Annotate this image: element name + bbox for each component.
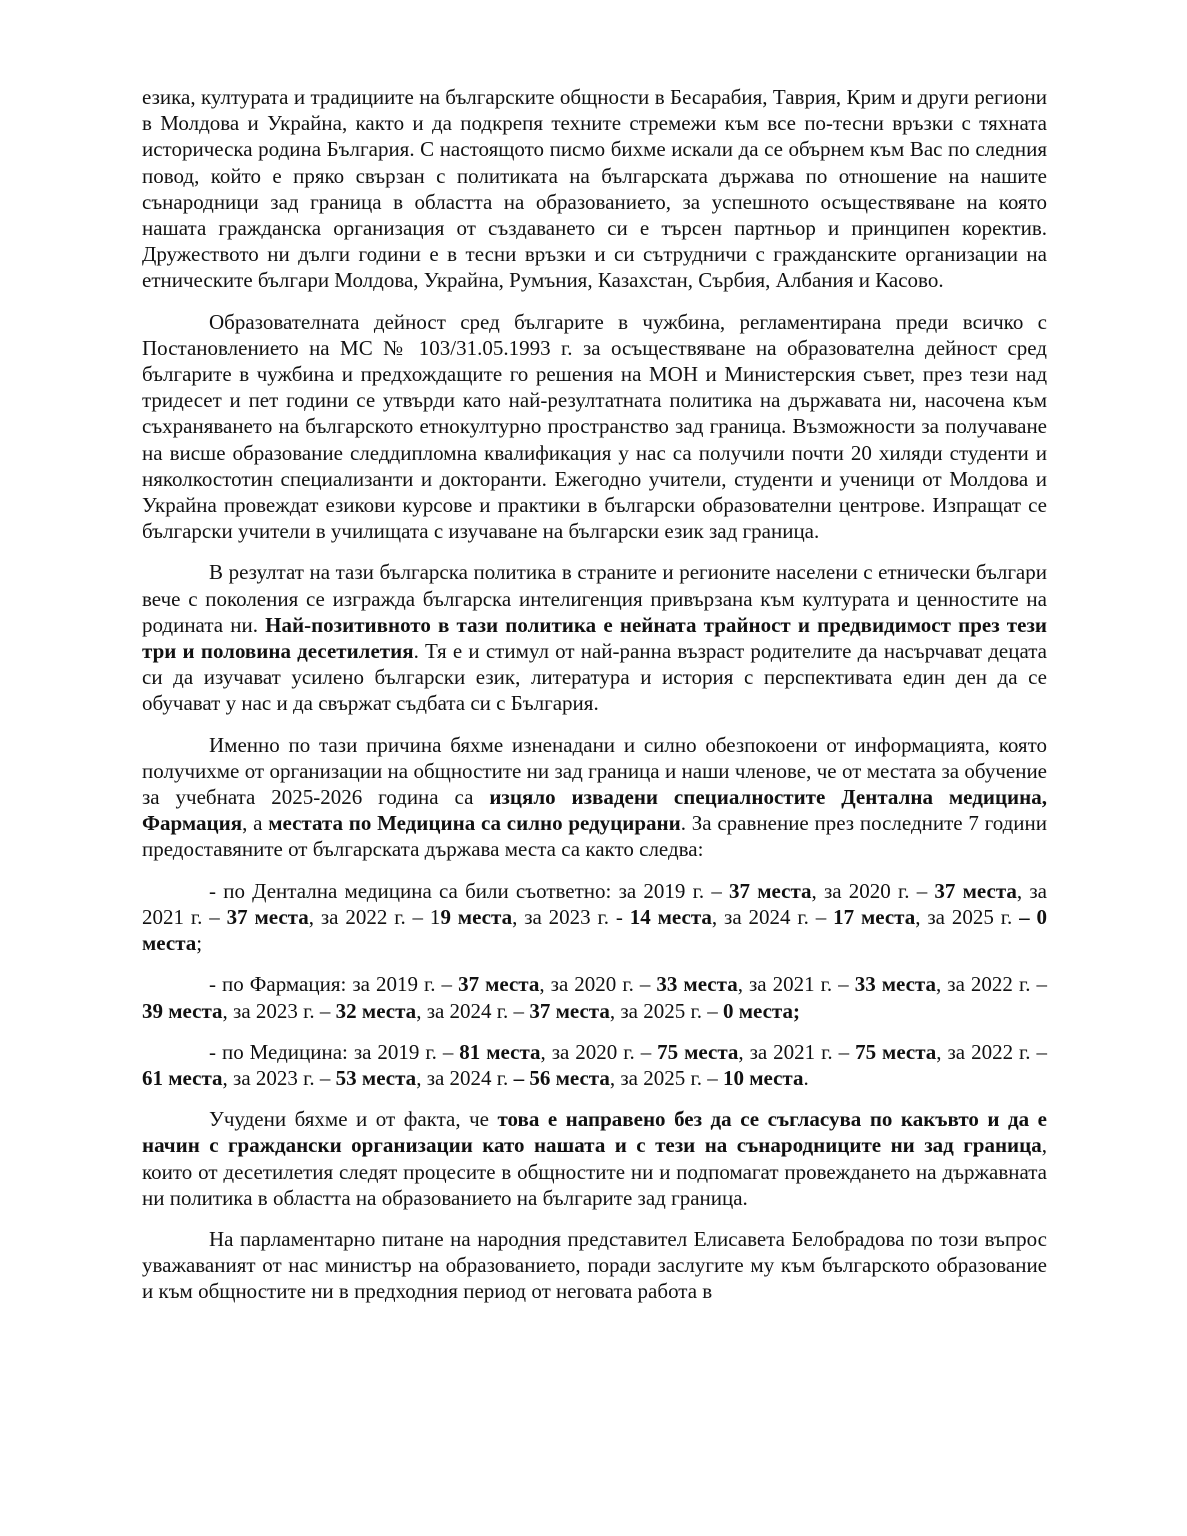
paragraph-concern: Именно по тази причина бяхме изненадани и силно обезпокоени от информацията, която получихме от организации на общностите ни зад граница и наши членове, че от местата за обучение за учебната 2025-2026 година са изцяло извадени специалностите Дентална медицина, Фармация, а местата по Медицина са силно редуцирани. За сравнение през последните 7 години предоставяните от българската държава места са както следва:: [142, 732, 1047, 862]
list-item-pharmacy: - по Фармация: за 2019 г. – 37 места, за 2020 г. – 33 места, за 2021 г. – 33 места, за 2022 г. – 39 места, за 2023 г. – 32 места, за 2024 г. – 37 места, за 2025 г. – 0 места;: [142, 972, 1047, 1023]
emphasis-no-consultation: това е направено без да се съгласува по какъвто и да е начин с граждански организации като нашата и с тези на сънародниците ни зад граница: [142, 1107, 1047, 1158]
paragraph-policy-result: В резултат на тази българска политика в страните и регионите населени с етнически българи вече с поколения се изгражда българска интелигенция привързана към културата и ценностите на родината ни. Най-позитивното в тази политика е нейната трайност и предвидимост през тези три и половина десетилетия. Тя е и стимул от най-ранна възраст родителите да насърчават децата си да изучават усилено български език, литература и история с перспективата един ден да се обучават у нас и да свържат съдбата си с България.: [142, 560, 1047, 716]
paragraph-education-policy: Образователната дейност сред българите в чужбина, регламентирана преди всичко с Постановлението на МС № 103/31.05.1993 г. за осъществяване на образователна дейност сред българите в чужбина и предхождащите го решения на МОН и Министерския съвет, през тези над тридесет и пет години се утвърди като най-резултатната политика на държавата ни, насочена към съхраняването на българското етнокултурно пространство зад граница. Възможности за получаване на висше образование следдипломна квалификация у нас са получили почти 20 хиляди студенти и няколкостотин специализанти и докторанти. Ежегодно учители, студенти и ученици от Молдова и Украйна провеждат езикови курсове и практики в български образователни центрове. Изпращат се български учители в училищата с изучаване на български език зад граница.: [142, 309, 1047, 544]
emphasis-medicine-reduced: местата по Медицина са силно редуцирани: [268, 811, 681, 836]
paragraph-communities: езика, културата и традициите на българските общности в Бесарабия, Таврия, Крим и други региони в Молдова и Украйна, както и да подкрепя техните стремежи към все по-тесни връзки с тяхната историческа родина България. С настоящото писмо бихме искали да се обърнем към Вас по следния повод, който е пряко свързан с политиката на българската държава по отношение на нашите сънародници зад граница в областта на образованието, за успешното осъществяване на която нашата гражданска организация от създаването си е търсен партньор и принципен коректив. Дружеството ни дълги години е в тесни връзки и си сътрудничи с гражданските организации на етническите българи Молдова, Украйна, Румъния, Казахстан, Сърбия, Албания и Касово.: [142, 85, 1047, 293]
paragraph-parliamentary-question: На парламентарно питане на народния представител Елисавета Белобрадова по този въпрос уважаваният от нас министър на образованието, поради заслугите му към българското образование и към общностите ни в предходния период от неговата работа в: [142, 1226, 1047, 1304]
list-item-dental-medicine: - по Дентална медицина са били съответно: за 2019 г. – 37 места, за 2020 г. – 37 места, за 2021 г. – 37 места, за 2022 г. – 19 места, за 2023 г. - 14 места, за 2024 г. – 17 места, за 2025 г. – 0 места;: [142, 878, 1047, 956]
letter-body: [142, 84, 1047, 1320]
emphasis-removed-specialties: изцяло извадени специалностите Дентална медицина, Фармация: [142, 785, 1047, 836]
list-item-medicine: - по Медицина: за 2019 г. – 81 места, за 2020 г. – 75 места, за 2021 г. – 75 места, за 2022 г. – 61 места, за 2023 г. – 53 места, за 2024 г. – 56 места, за 2025 г. – 10 места.: [142, 1039, 1047, 1090]
paragraph-no-consultation: Учудени бяхме и от факта, че това е направено без да се съгласува по какъвто и да е начин с граждански организации като нашата и с тези на сънародниците ни зад граница, които от десетилетия следят процесите в общностите ни и подпомагат провеждането на държавната ни политика в областта на образованието на българите зад граница.: [142, 1107, 1047, 1210]
emphasis-stability: Най-позитивното в тази политика е нейната трайност и предвидимост през тези три и половина десетилетия: [142, 612, 1047, 664]
